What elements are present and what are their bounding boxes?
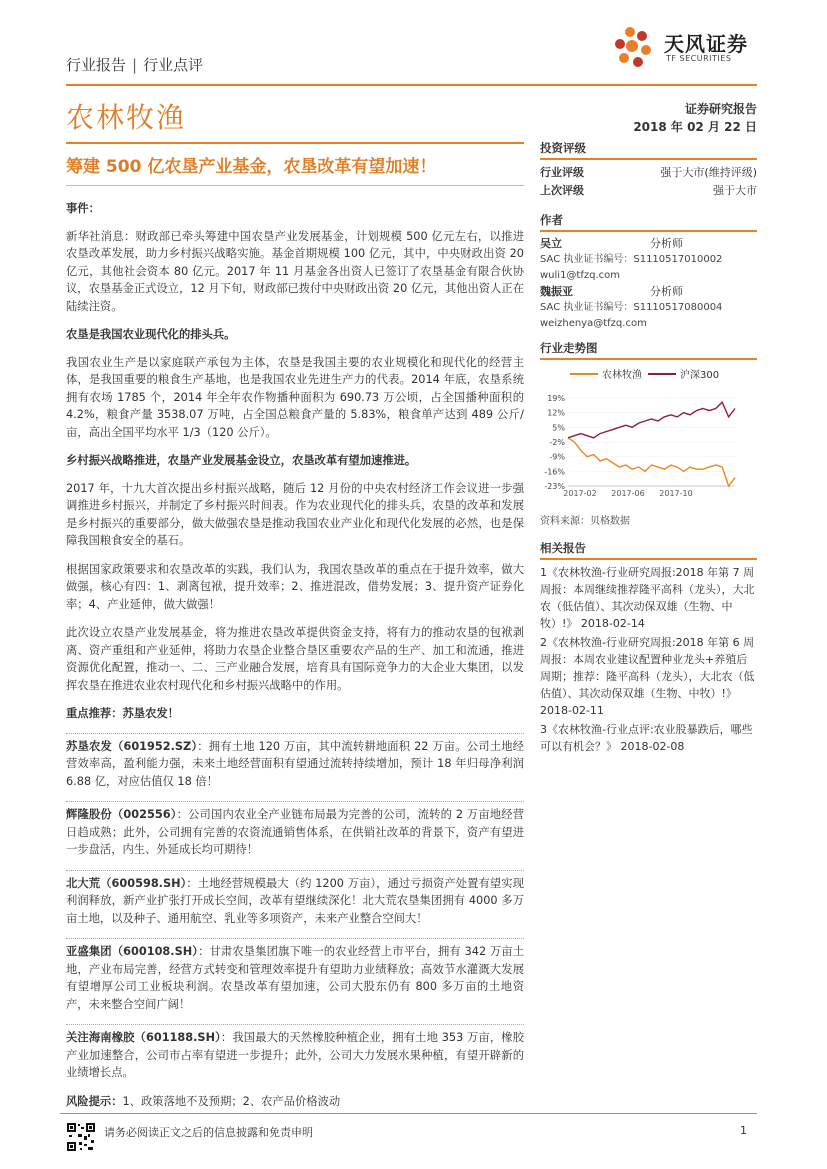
company-item-1: [66, 733, 524, 791]
company-item-2: [66, 801, 524, 859]
legend-label: 沪深300: [680, 370, 720, 381]
chart-source: 资料来源：贝格数据: [540, 516, 630, 527]
series-line: [568, 438, 735, 486]
section-heading-3: 重点推荐：苏垦农发！: [66, 707, 179, 720]
x-tick-label: 2017-02: [563, 489, 597, 498]
y-tick-label: 5%: [552, 423, 565, 433]
y-tick-label: -16%: [544, 467, 565, 477]
company-item-5: [66, 1024, 524, 1082]
company-text-2: ：公司国内农业全产业链布局最为完善的公司，流转的 2 万亩地经营日趋成熟；此外，公司拥有完善的农资流通销售体系，在供销社改革的背景下，资产有望进一步盘活，内生、外延成长均可期待！: [66, 808, 525, 856]
trend-chart: [540, 362, 757, 502]
series-line: [568, 402, 735, 438]
rating-row-previous: [540, 182, 757, 200]
trend-heading-block: [540, 340, 757, 364]
trend-heading: 行业走势图: [540, 340, 757, 360]
related-panel: [540, 540, 757, 757]
company-text-5: ：我国最大的天然橡胶种植企业，拥有土地 353 万亩，橡胶产业加速整合，公司市占率有望进一步提升；此外，公司大力发展水果种植，有望开辟新的业绩增长点。: [66, 1031, 524, 1079]
author-name: 魏振亚: [540, 285, 573, 298]
tf-securities-logo: [612, 22, 762, 72]
footer-divider: [60, 1113, 757, 1114]
logo-name: 天风证券: [664, 32, 748, 56]
company-name-3: 北大荒（600598.SH）: [66, 876, 187, 890]
page-number: 1: [740, 1124, 747, 1137]
company-name-5: 关注海南橡胶（601188.SH）: [66, 1031, 221, 1044]
event-paragraph: 新华社消息：财政部已牵头筹建中国农垦产业发展基金，计划规模 500 亿元左右，以推进农垦改革发展，助力乡村振兴战略实施。基金首期规模 100 亿元，其中，中央财政出资 20 亿元，其他社会资本 80 亿元。2017 年 11 月基金各出资人已签订了农垦基金有限合伙协议，农垦基金正式设立，12 月下旬，财政部已拨付中央财政出资 20 亿元，其他出资人正在陆续注资。: [66, 229, 524, 313]
company-name-2: 辉隆股份（002556）: [66, 808, 177, 821]
company-item-4: [66, 938, 524, 1013]
y-tick-label: -9%: [549, 452, 565, 462]
report-type: 证券研究报告: [684, 102, 757, 116]
author-cert: SAC 执业证书编号：S1110517080004: [540, 302, 723, 313]
author-1: [540, 236, 757, 284]
author-email[interactable]: weizhenya@tfzq.com: [540, 318, 647, 329]
trend-chart-svg: [540, 362, 757, 502]
y-tick-label: -23%: [544, 482, 565, 491]
author-email[interactable]: wuli1@tfzq.com: [540, 270, 621, 281]
company-item-3: [66, 870, 524, 928]
related-item[interactable]: 3《农林牧渔-行业点评:农业股暴跌后，哪些可以有机会？》 2018-02-08: [540, 723, 753, 753]
section-heading-2: 乡村振兴战略推进，农垦产业发展基金设立，农垦改革有望加速推进。: [66, 454, 417, 467]
author-heading: 作者: [540, 212, 757, 232]
report-title: 筹建 500 亿农垦产业基金，农垦改革有望加速！: [66, 157, 437, 177]
x-tick-label: 2017-06: [611, 489, 645, 498]
author-name: 吴立: [540, 237, 562, 250]
company-name-1: 苏垦农发（601952.SZ）: [66, 739, 198, 753]
related-list: [540, 564, 757, 755]
paragraph-1: 我国农业生产是以家庭联产承包为主体，农垦是我国主要的农业规模化和现代化的经营主体，是我国重要的粮食生产基地，也是我国农业先进生产力的代表。2014 年底，农垦系统拥有农场 1785 个，2014 年全年农作物播种面积为 690.73 万公顷，占全国播种面积的 4.2%，粮食产量 3538.07 万吨，占全国总粮食产量的 5.83%，粮食单产达到 489 公斤/亩，高出全国平均水平 1/3（120 公斤）。: [66, 355, 524, 439]
y-tick-label: 12%: [547, 408, 565, 418]
risk-warning: [66, 1093, 524, 1111]
rating-panel: [540, 140, 757, 200]
author-role: 分析师: [650, 285, 683, 298]
related-item[interactable]: 2《农林牧渔-行业研究周报:2018 年第 6 周周报：本周农业建议配置种业龙头+养殖后周期；推荐：隆平高科（龙头），大北农（低估值）、其次动保双雄（生物、中牧）!》 2018-02-11: [540, 636, 755, 717]
footer-disclaimer: 请务必阅读正文之后的信息披露和免责申明: [104, 1126, 313, 1139]
sector-name: 农林牧渔: [66, 101, 187, 134]
report-date: 2018 年 02 月 22 日: [633, 120, 757, 134]
title-divider-bottom: [66, 185, 524, 186]
main-body: [66, 200, 524, 1121]
author-2: [540, 284, 757, 332]
rating-heading: 投资评级: [540, 140, 757, 160]
x-tick-label: 2017-10: [659, 489, 693, 498]
paragraph-3: 根据国家政策要求和农垦改革的实践，我们认为，我国农垦改革的重点在于提升效率，做大做强，核心有四：1、剥离包袱，提升效率；2、推进混改，借势发展；3、提升资产证券化率；4、产业延伸，做大做强！: [66, 562, 524, 611]
report-category: [66, 54, 203, 75]
company-text-3: ：土地经营规模最大（约 1200 万亩），通过亏损资产处置有望实现利润释放，新产业扩张打开成长空间，改革有望继续深化！北大荒农垦集团拥有 4000 多万亩土地，以及种子、通用航空、乳业等多项资产，未来产业整合空间大！: [66, 876, 524, 925]
company-text-4: ：甘肃农垦集团旗下唯一的农业经营上市平台，拥有 342 万亩土地，产业布局完善，经营方式转变和管理效率提升有望助力业绩释放；高效节水灌溉大发展有望增厚公司工业板块利润。农垦改革有望加速，公司大股东仍有 800 多万亩的土地资产，未来整合空间广阔！: [66, 945, 524, 1011]
related-heading: 相关报告: [540, 540, 757, 560]
event-heading: 事件：: [66, 202, 100, 215]
risk-label: 风险提示：: [66, 1094, 123, 1108]
author-cert: SAC 执业证书编号：S1110517010002: [540, 254, 723, 265]
section-heading-1: 农垦是我国农业现代化的排头兵。: [66, 328, 236, 341]
rating-key: 上次评级: [540, 184, 584, 197]
qr-code-icon: [66, 1122, 96, 1152]
author-panel: [540, 212, 757, 332]
rating-value: 强于大市(维持评级): [660, 166, 757, 179]
related-item[interactable]: 1《农林牧渔-行业研究周报:2018 年第 7 周周报：本周继续推荐隆平高科（龙头），大北农（低估值）、其次动保双雄（生物、中牧）!》 2018-02-14: [540, 566, 755, 630]
rating-key: 行业评级: [540, 166, 584, 179]
author-role: 分析师: [650, 237, 683, 250]
company-text-1: ：拥有土地 120 万亩，其中流转耕地面积 22 万亩。公司土地经营效率高，盈利能力强，未来土地经营面积有望通过流转持续增加，预计 18 年归母净利润 6.88 亿，对应估值仅 18 倍！: [66, 739, 524, 788]
category-separator: |: [132, 56, 138, 74]
rating-row-industry: [540, 164, 757, 182]
logo-subtitle: TF SECURITIES: [666, 54, 732, 63]
header-divider: [66, 84, 757, 86]
legend-label: 农林牧渔: [602, 370, 642, 381]
company-name-4: 亚盛集团（600108.SH）: [66, 945, 199, 958]
category-industry-report: 行业报告: [66, 56, 127, 74]
paragraph-2: 2017 年，十九大首次提出乡村振兴战略，随后 12 月份的中央农村经济工作会议进一步强调推进乡村振兴，并制定了乡村振兴时间表。作为农业现代化的排头兵，农垦的改革和发展是乡村振兴的重要部分，做大做强农垦是推动我国农业产业化和现代化发展的必然，也是保障我国粮食安全的基石。: [66, 481, 524, 547]
category-industry-comment: 行业点评: [143, 56, 204, 74]
y-tick-label: -2%: [549, 438, 565, 447]
paragraph-4: 此次设立农垦产业发展基金，将为推进农垦改革提供资金支持，将有力的推动农垦的包袱剥离、资产重组和产业延伸，将助力农垦企业整合垦区重要农产品的生产、加工和流通，推进资源优化配置，推动一、二、三产业融合发展，培育具有国际竞争力的大企业大集团，以发挥农垦在推进农业农村现代化和乡村振兴战略中的作用。: [66, 626, 524, 692]
title-divider-top: [66, 142, 524, 144]
risk-text: 1、政策落地不及预期；2、农产品价格波动: [122, 1094, 341, 1108]
rating-value: 强于大市: [713, 184, 757, 197]
y-tick-label: 19%: [547, 394, 565, 403]
logo-mark-icon: [612, 22, 662, 72]
